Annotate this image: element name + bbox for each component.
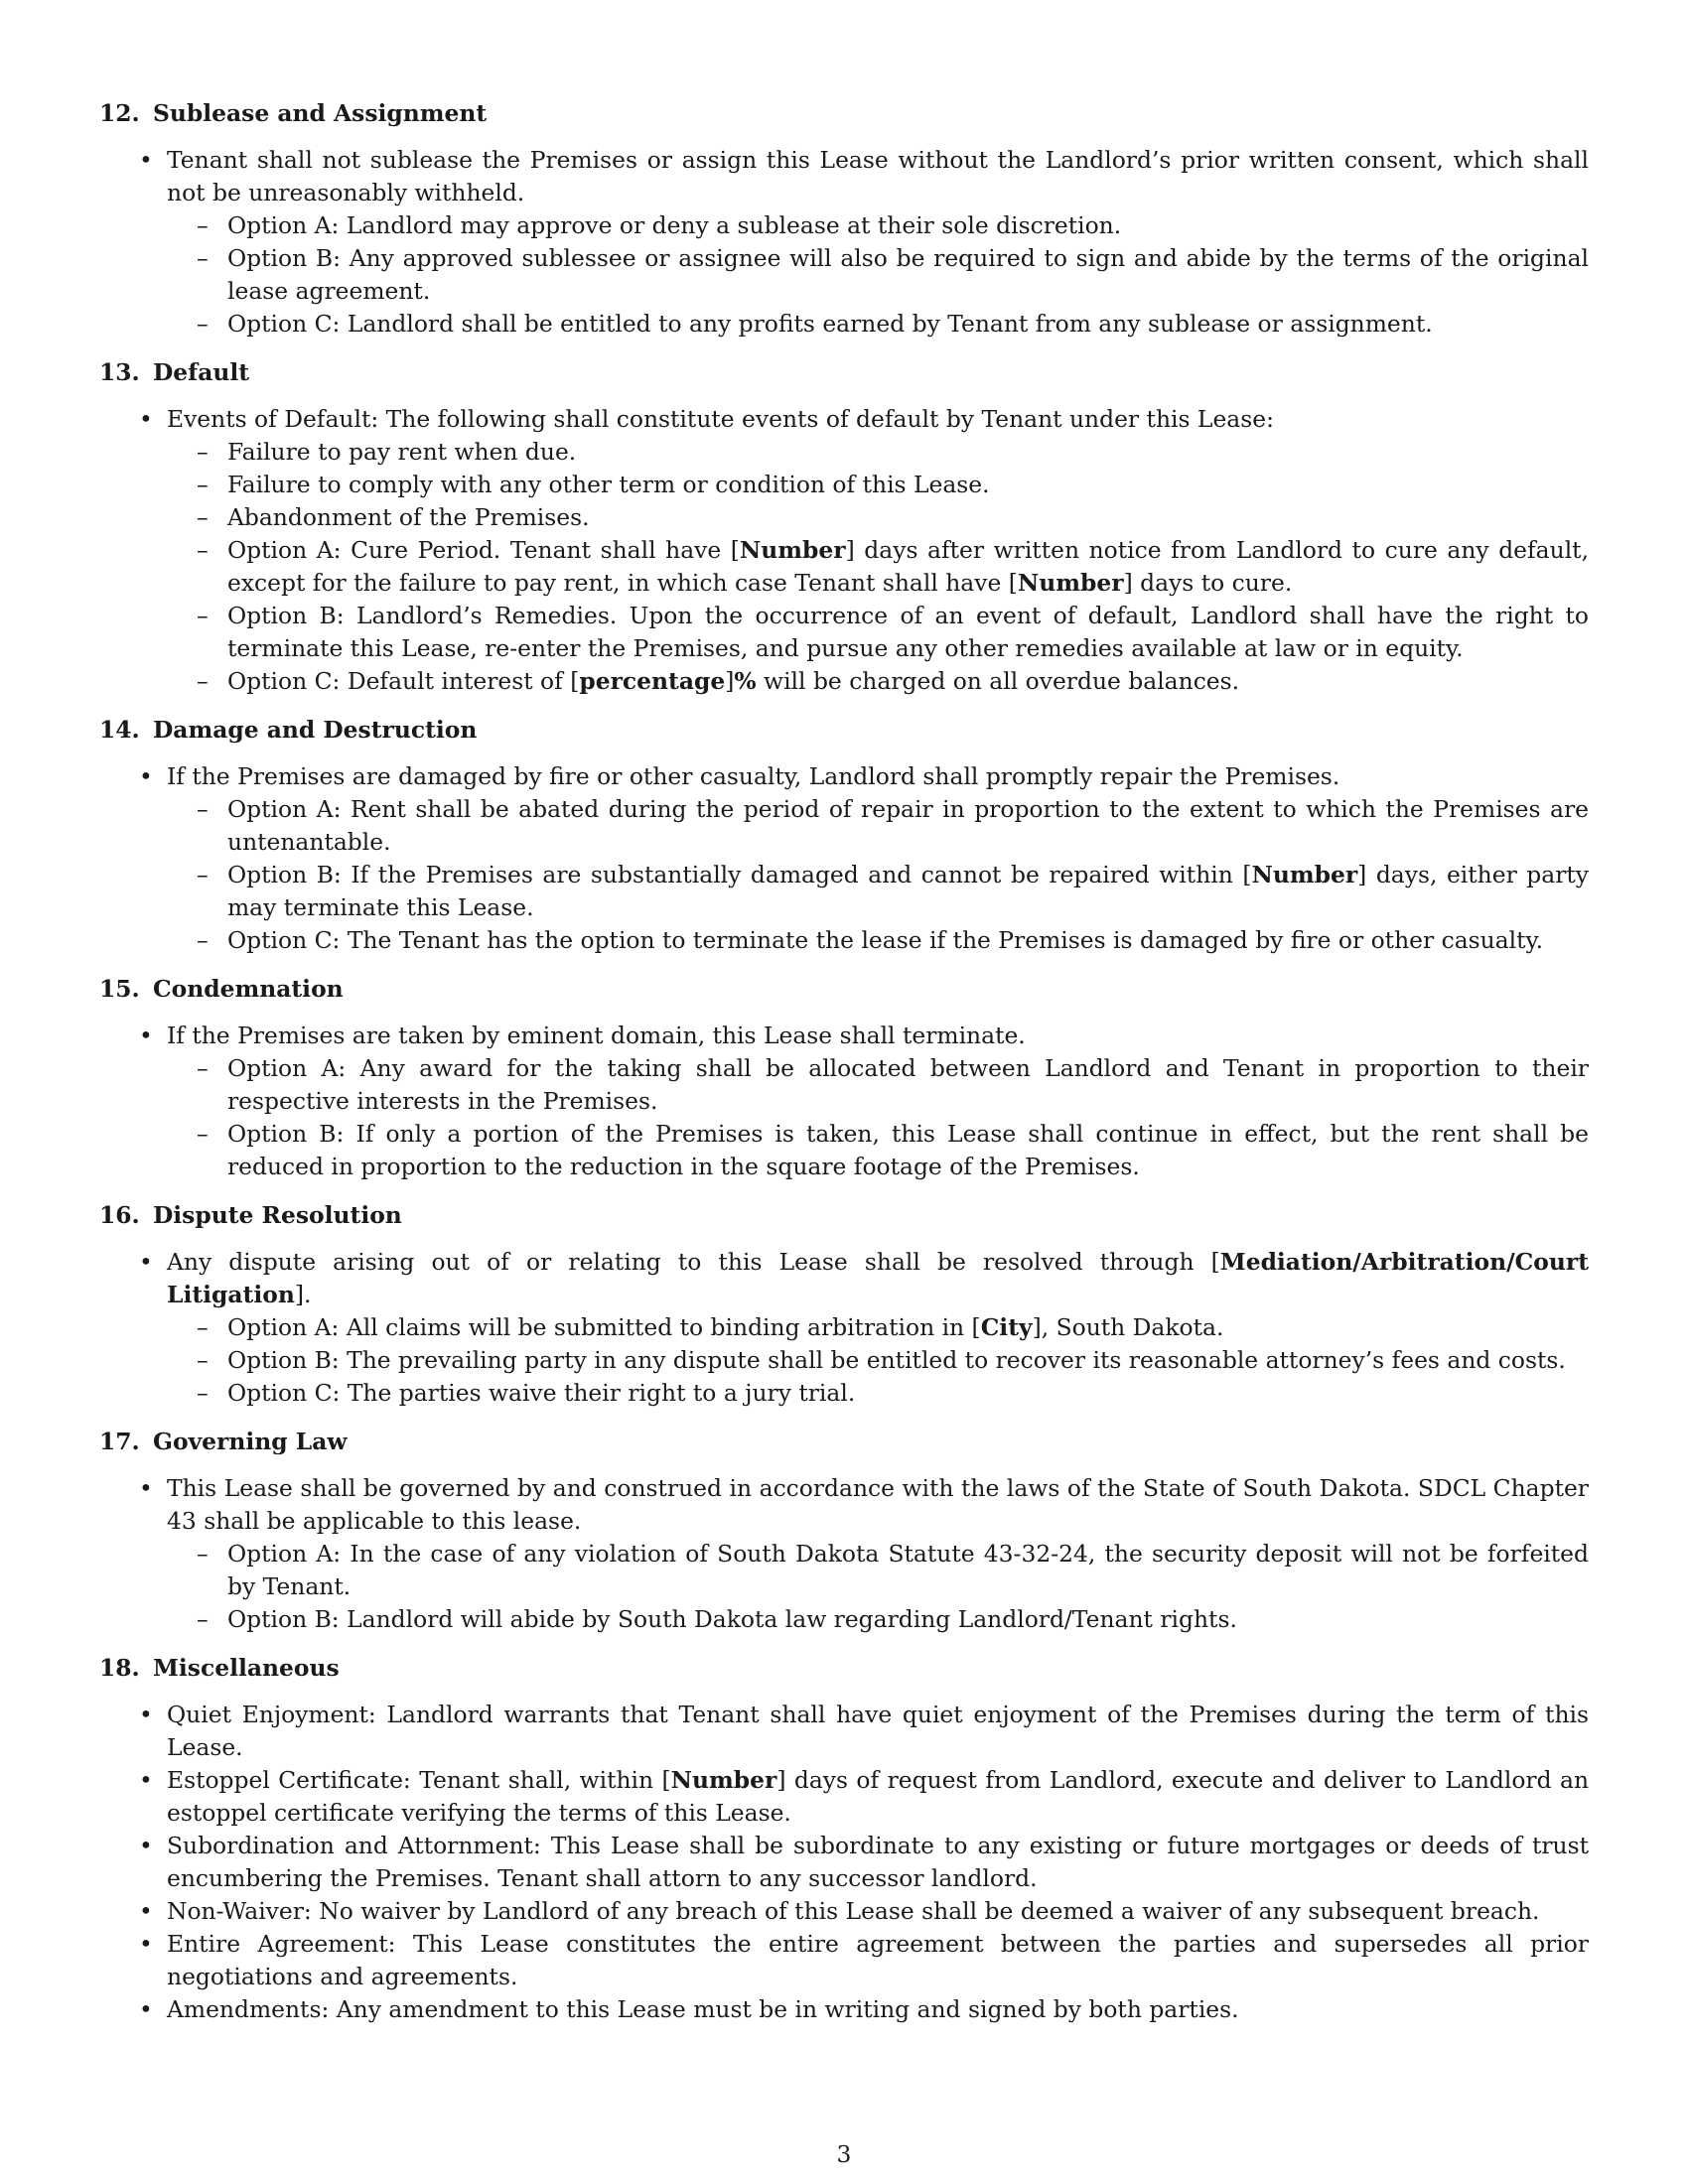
dash-icon: – [197, 503, 209, 531]
section-number: 13. [99, 358, 140, 386]
sub-list-item-text: Option B: If only a portion of the Premises is taken, this Lease shall continue in effect, but the rent shall be reduced in proportion to the reduction in the square footage of the Premises. [227, 1120, 1589, 1180]
section-title-text: Damage and Destruction [153, 716, 478, 744]
sub-list-item-text: Option B: Any approved sublessee or assignee will also be required to sign and abide by the terms of the original lease agreement. [227, 244, 1589, 305]
list-item-text: Subordination and Attornment: This Lease shall be subordinate to any existing or future mortgages or deeds of trust encumbering the Premises. Tenant shall attorn to any successor landlord. [167, 1832, 1589, 1892]
sub-list-item-text: Option C: The Tenant has the option to terminate the lease if the Premises is damaged by fire or other casualty. [227, 926, 1544, 954]
section-title-text: Default [153, 358, 250, 386]
dash-icon: – [197, 667, 209, 695]
sub-list-item [99, 1311, 1589, 1344]
sub-list-item-text: Failure to pay rent when due. [227, 438, 577, 466]
list-item [99, 1993, 1589, 2026]
list-item-text: If the Premises are damaged by fire or other casualty, Landlord shall promptly repair the Premises. [167, 762, 1340, 790]
list-item [99, 1472, 1589, 1636]
section-12 [99, 97, 1589, 341]
sub-list-item [99, 924, 1589, 957]
bullet-list [99, 1020, 1589, 1183]
section-title-text: Sublease and Assignment [153, 99, 488, 127]
sub-list-item-text: Option B: If the Premises are substantially damaged and cannot be repaired within [Number] days, either party may terminate this Lease. [227, 861, 1590, 921]
list-item [99, 1928, 1589, 1993]
dash-icon: – [197, 1605, 209, 1633]
bullet-list [99, 403, 1589, 698]
section-number: 17. [99, 1428, 140, 1455]
section-title [99, 1199, 1589, 1232]
section-title [99, 973, 1589, 1006]
bullet-list [99, 1472, 1589, 1636]
sub-list [167, 793, 1589, 957]
sub-list-item [99, 436, 1589, 469]
section-number: 16. [99, 1201, 140, 1229]
sub-list [167, 1538, 1589, 1636]
section-title-text: Miscellaneous [153, 1654, 340, 1682]
list-item-text: If the Premises are taken by eminent domain, this Lease shall terminate. [167, 1022, 1026, 1049]
dash-icon: – [197, 861, 209, 888]
dash-icon: – [197, 310, 209, 338]
sub-list-item [99, 501, 1589, 534]
section-number: 15. [99, 975, 140, 1003]
list-item-text: Tenant shall not sublease the Premises or assign this Lease without the Landlord’s prior written consent, which shall not be unreasonably withheld. [167, 146, 1589, 206]
dash-icon: – [197, 602, 209, 629]
sub-list-item-text: Option B: Landlord will abide by South Dakota law regarding Landlord/Tenant rights. [227, 1605, 1237, 1633]
section-number: 18. [99, 1654, 140, 1682]
sub-list-item [99, 308, 1589, 341]
document-page [99, 97, 1589, 2042]
sub-list-item [99, 665, 1589, 698]
sub-list-item-text: Option A: Cure Period. Tenant shall have [Number] days after written notice from Landlord to cure any default, except for the failure to pay rent, in which case Tenant shall have [Number] days to cure. [227, 536, 1590, 597]
section-title-text: Condemnation [153, 975, 344, 1003]
sub-list-item-text: Option B: The prevailing party in any dispute shall be entitled to recover its reasonable attorney’s fees and costs. [227, 1346, 1566, 1374]
sub-list-item [99, 469, 1589, 501]
list-item [99, 1830, 1589, 1895]
list-item-text: This Lease shall be governed by and construed in accordance with the laws of the State of South Dakota. SDCL Chapter 43 shall be applicable to this lease. [167, 1474, 1589, 1535]
sub-list-item-text: Option A: Rent shall be abated during the period of repair in proportion to the extent to which the Premises are untenantable. [227, 795, 1589, 856]
section-14 [99, 714, 1589, 957]
sub-list-item [99, 793, 1589, 859]
section-18 [99, 1652, 1589, 2026]
list-item [99, 1020, 1589, 1183]
sub-list-item [99, 1538, 1589, 1603]
section-number: 12. [99, 99, 140, 127]
sub-list [167, 1311, 1589, 1410]
list-item [99, 144, 1589, 341]
dash-icon: – [197, 536, 209, 564]
list-item-text: Estoppel Certificate: Tenant shall, within [Number] days of request from Landlord, execute and deliver to Landlord an estoppel certificate verifying the terms of this Lease. [167, 1766, 1590, 1827]
sub-list-item-text: Option A: In the case of any violation of South Dakota Statute 43-32-24, the security deposit will not be forfeited by Tenant. [227, 1540, 1589, 1600]
sub-list-item-text: Option A: Landlord may approve or deny a sublease at their sole discretion. [227, 211, 1122, 239]
bullet-list [99, 144, 1589, 341]
dash-icon: – [197, 926, 209, 954]
section-13 [99, 356, 1589, 698]
bullet-icon: • [139, 1248, 153, 1276]
sub-list-item [99, 1052, 1589, 1118]
bullet-list [99, 1246, 1589, 1410]
bullet-list [99, 1699, 1589, 2026]
bullet-icon: • [139, 1474, 153, 1502]
list-item-text: Non-Waiver: No waiver by Landlord of any breach of this Lease shall be deemed a waiver of any subsequent breach. [167, 1897, 1540, 1925]
sub-list-item-text: Option C: Default interest of [percentage]% will be charged on all overdue balances. [227, 667, 1240, 695]
list-item-text: Events of Default: The following shall constitute events of default by Tenant under this Lease: [167, 405, 1274, 433]
sub-list-item [99, 242, 1589, 308]
sub-list-item-text: Option C: Landlord shall be entitled to any profits earned by Tenant from any sublease or assignment. [227, 310, 1433, 338]
list-item [99, 760, 1589, 957]
sub-list-item-text: Option A: All claims will be submitted to binding arbitration in [City], South Dakota. [227, 1313, 1224, 1341]
list-item-text: Amendments: Any amendment to this Lease must be in writing and signed by both parties. [167, 1995, 1239, 2023]
sub-list-item [99, 209, 1589, 242]
section-title-text: Governing Law [153, 1428, 348, 1455]
sub-list-item [99, 859, 1589, 924]
sub-list-item-text: Option A: Any award for the taking shall be allocated between Landlord and Tenant in proportion to their respective interests in the Premises. [227, 1054, 1589, 1115]
list-item-text: Any dispute arising out of or relating to this Lease shall be resolved through [Mediation/Arbitration/Court Litigation]. [167, 1248, 1589, 1308]
sub-list-item [99, 1377, 1589, 1410]
list-item [99, 1764, 1589, 1830]
bullet-icon: • [139, 1701, 153, 1728]
sub-list-item-text: Option B: Landlord’s Remedies. Upon the occurrence of an event of default, Landlord shall have the right to terminate this Lease, re-enter the Premises, and pursue any other remedies available at law or in equity. [227, 602, 1589, 662]
section-16 [99, 1199, 1589, 1410]
sub-list-item-text: Option C: The parties waive their right to a jury trial. [227, 1379, 856, 1407]
bullet-icon: • [139, 1832, 153, 1859]
dash-icon: – [197, 795, 209, 823]
sub-list [167, 436, 1589, 698]
sub-list-item-text: Failure to comply with any other term or condition of this Lease. [227, 471, 990, 498]
section-title [99, 1426, 1589, 1458]
section-title-text: Dispute Resolution [153, 1201, 402, 1229]
dash-icon: – [197, 211, 209, 239]
bullet-icon: • [139, 146, 153, 174]
dash-icon: – [197, 1379, 209, 1407]
sub-list [167, 209, 1589, 341]
section-title [99, 714, 1589, 747]
list-item [99, 1699, 1589, 1764]
bullet-icon: • [139, 762, 153, 790]
sub-list-item [99, 600, 1589, 665]
dash-icon: – [197, 1313, 209, 1341]
bullet-icon: • [139, 1995, 153, 2023]
sub-list-item [99, 534, 1589, 600]
section-number: 14. [99, 716, 140, 744]
bullet-list [99, 760, 1589, 957]
bullet-icon: • [139, 405, 153, 433]
page-number: 3 [836, 2140, 852, 2168]
list-item [99, 1895, 1589, 1928]
dash-icon: – [197, 438, 209, 466]
section-title [99, 1652, 1589, 1685]
dash-icon: – [197, 471, 209, 498]
sub-list-item [99, 1603, 1589, 1636]
bullet-icon: • [139, 1766, 153, 1794]
list-item-text: Entire Agreement: This Lease constitutes the entire agreement between the parties and supersedes all prior negotiations and agreements. [167, 1930, 1589, 1990]
bullet-icon: • [139, 1930, 153, 1958]
section-15 [99, 973, 1589, 1183]
section-title [99, 97, 1589, 130]
dash-icon: – [197, 244, 209, 272]
sub-list [167, 1052, 1589, 1183]
dash-icon: – [197, 1120, 209, 1148]
dash-icon: – [197, 1346, 209, 1374]
dash-icon: – [197, 1540, 209, 1568]
sub-list-item [99, 1118, 1589, 1183]
bullet-icon: • [139, 1022, 153, 1049]
bullet-icon: • [139, 1897, 153, 1925]
section-17 [99, 1426, 1589, 1636]
sub-list-item-text: Abandonment of the Premises. [227, 503, 590, 531]
section-title [99, 356, 1589, 389]
list-item-text: Quiet Enjoyment: Landlord warrants that Tenant shall have quiet enjoyment of the Premises during the term of this Lease. [167, 1701, 1589, 1761]
list-item [99, 403, 1589, 698]
dash-icon: – [197, 1054, 209, 1082]
sub-list-item [99, 1344, 1589, 1377]
list-item [99, 1246, 1589, 1410]
